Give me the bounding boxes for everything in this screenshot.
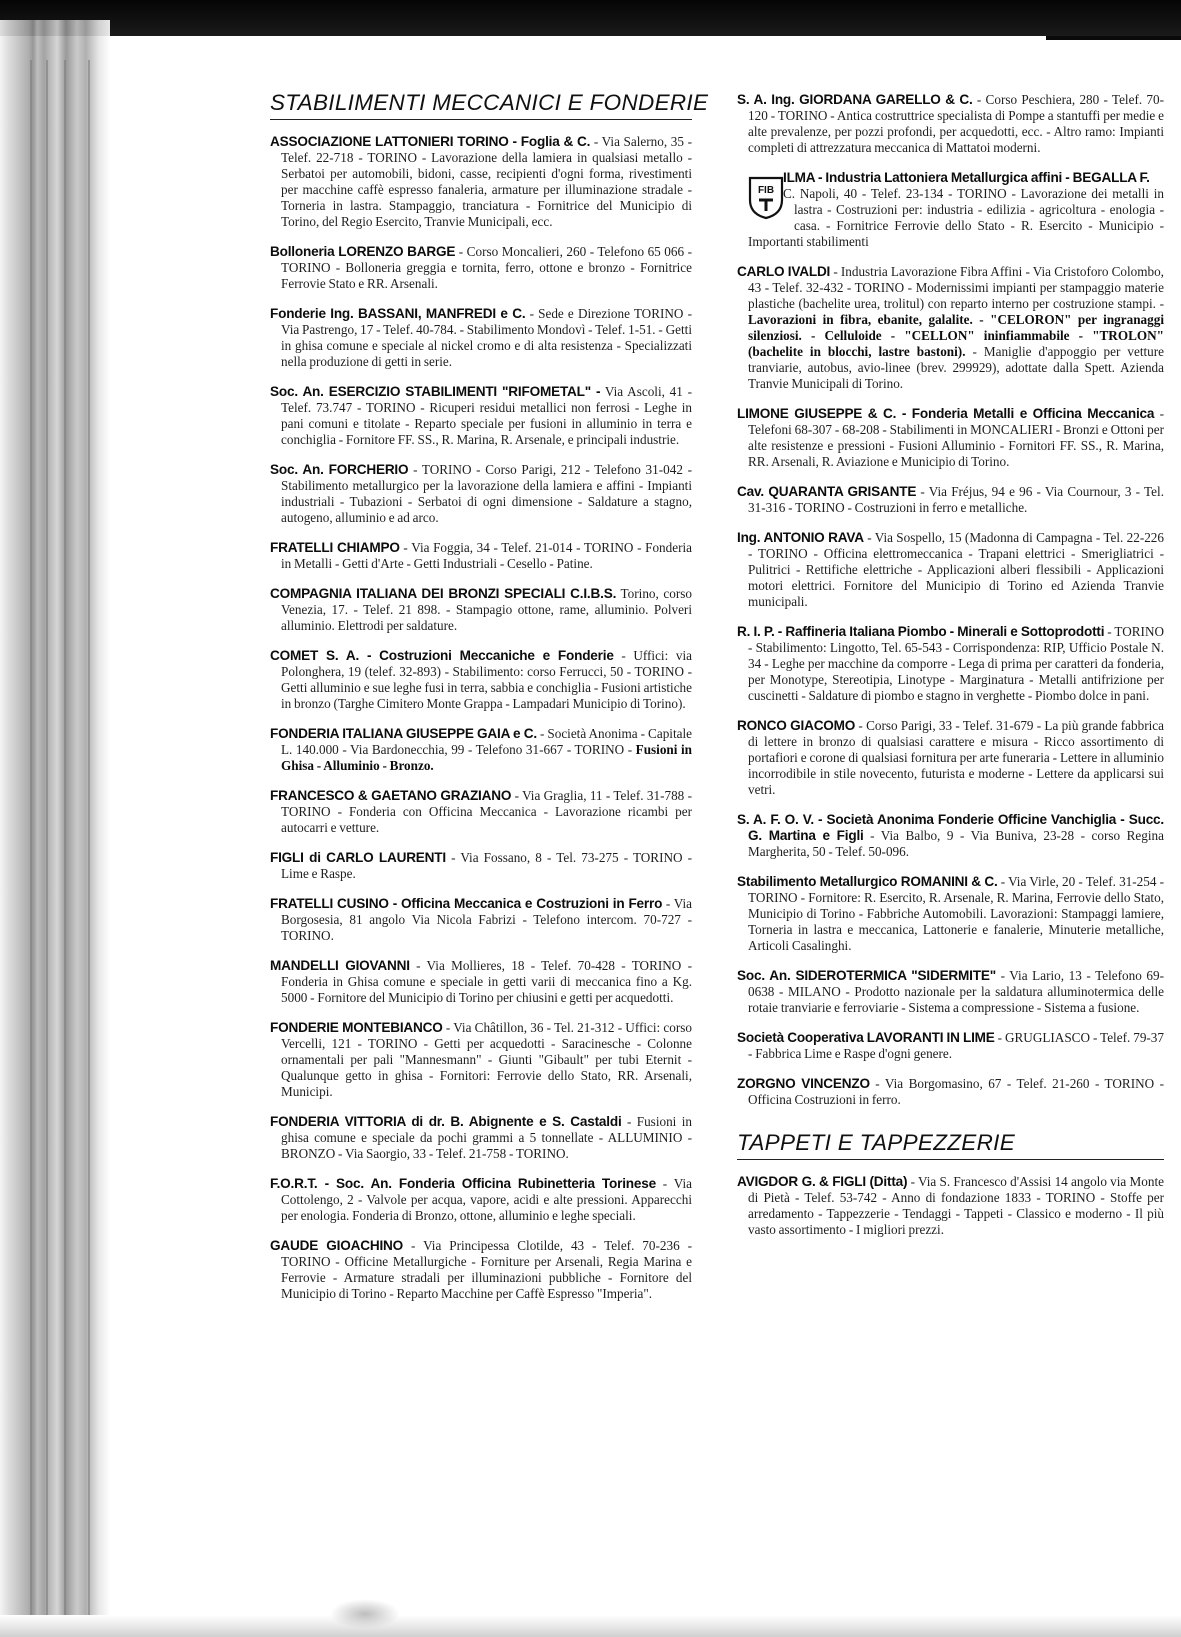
entry-company-name: Stabilimento Metallurgico ROMANINI & C. [737,874,998,889]
logo-lettering: FIB [757,185,775,196]
entry-company-name: FONDERIA VITTORIA di dr. B. Abignente e S. Castaldi [270,1114,622,1129]
entry-company-name: AVIGDOR G. & FIGLI (Ditta) [737,1174,908,1189]
entry-description: - Via Cottolengo, 2 - Valvole per acqua, vapore, acidi e alte pressioni. Apparecchi per enologia. Fonderia di Bronzo, ottone, alluminio e leghe speciali. [281,1176,692,1223]
entry-highlight: Fusioni in Ghisa - Alluminio - Bronzo. [281,742,692,773]
directory-entry [737,1030,1164,1062]
directory-entry [737,968,1164,1016]
directory-entry [737,624,1164,704]
entry-company-name: Soc. An. SIDEROTERMICA "SIDERMITE" [737,968,996,983]
entry-description: - Corso Parigi, 33 - Telef. 31-679 - La più grande fabbrica di lettere in bronzo di qualsiasi carattere e misura - Ricco assortimento di portafiori e corone di qualsiasi fornitura per arte funeraria - Lettere in alluminio incorrodibile in stile novecento, futurista e moderne - Lettere da applicarsi sui vetri. [748,718,1164,797]
directory-entry [737,874,1164,954]
entry-description: - Via Foggia, 34 - Telef. 21-014 - TORINO - Fonderia in Metalli - Getti d'Arte - Getti Industriali - Cesello - Patine. [281,540,692,571]
spine-line [88,60,90,1620]
directory-entry [270,1114,692,1162]
entry-company-name: ZORGNO VINCENZO [737,1076,870,1091]
entry-company-name: FONDERIE MONTEBIANCO [270,1020,443,1035]
entry-description: - Via Fossano, 8 - Tel. 73-275 - TORINO - Lime e Raspe. [281,850,693,881]
directory-entry [737,170,1164,250]
entry-description: - Via Salerno, 35 - Telef. 22-718 - TORINO - Lavorazione della lamiera in qualsiasi metallo - Serbatoi per automobili, bidoni, casse, recipienti d'ogni forma, rivestimenti per macchine caffè espresso fanaleria, armature per illuminazione stradale - Torneria in lastra. Stampaggio, tranciatura - Fornitrice del Municipio di Torino, del Regio Esercito, Tranvie Municipali, ecc. [281,134,692,229]
directory-entry [270,896,692,944]
spine-line [64,60,66,1620]
entry-description: - Industria Lavorazione Fibra Affini - Via Cristoforo Colombo, 43 - Telef. 32-432 - TORINO - Modernissimi impianti per stampaggio materie plastiche (bachelite urea, trolitul) con reparto interno per costruzione stampi. - [748,264,1164,311]
directory-entry [737,406,1164,470]
entry-company-name: FIGLI di CARLO LAURENTI [270,850,446,865]
entry-company-name: Soc. An. ESERCIZIO STABILIMENTI "RIFOMETAL" - [270,384,601,399]
entry-description: - Fusioni in ghisa comune e speciale da pochi grammi a 5 tonnellate - ALLUMINIO - BRONZO - Via Saorgio, 33 - Telef. 21-758 - TORINO. [281,1114,692,1161]
entry-description: C. Napoli, 40 - Telef. 23-134 - TORINO - Lavorazione dei metalli in lastra - Costruzioni per: industria - edilizia - agricoltura - enologia - casa. - Fornitrice Ferrovie dello Stato - R. Esercito - Municipio - Importanti stabilimenti [748,186,1164,249]
entry-company-name: F.O.R.T. - Soc. An. Fonderia Officina Rubinetteria Torinese [270,1176,656,1191]
directory-entry [270,726,692,774]
entry-description: - Corso Moncalieri, 260 - Telefono 65 066 - TORINO - Bolloneria greggia e tornita, ferro, ottone e bronzo - Fornitrice Ferrovie Stato e RR. Arsenali. [281,244,692,291]
entry-description: - Via Mollieres, 18 - Telef. 70-428 - TORINO - Fonderia in Ghisa comune e speciale in getti varii di meccanica fino a Kg. 5000 - Fornitore del Municipio di Torino per chiusini e getti per acquedotti. [281,958,692,1005]
entry-description: - TORINO - Stabilimento: Lingotto, Tel. 65-543 - Corrispondenza: RIP, Ufficio Postale N. 34 - Leghe per macchine da comporre - Lega di prima per caratteri da fonderia, per Monotype, Stereotipia, Linotype - Marginatura - Metalli antifrizione per cuscinetti - Saldature di piombo e stagno in verghette - Piombo dolce in pani. [748,624,1164,703]
directory-entry [737,1174,1164,1238]
scan-top-band [0,0,1181,36]
right-entries-list [737,92,1164,1108]
entry-description: - Via Châtillon, 36 - Tel. 21-312 - Uffici: corso Vercelli, 121 - TORINO - Getti per acquedotti - Saracinesche - Colonne ornamentali per pali "Mannesmann" - Giunti "Gibault" per tubi Eternit - Qualunque getto in ghisa - Fornitori: Ferrovie dello Stato, RR. Arsenali, Municipi. [281,1020,692,1099]
entry-description: - Telefoni 68-307 - 68-208 - Stabilimenti in MONCALIERI - Bronzi e Ottoni per alte resistenze e pressioni - Fusioni Alluminio - Fornitori FF. SS., R. Marina, RR. Arsenali, R. Aviazione e Municipio di Torino. [748,406,1164,469]
directory-entry [270,384,692,448]
entry-description: - Via S. Francesco d'Assisi 14 angolo via Monte di Pietà - Telef. 53-742 - Anno di fondazione 1833 - TORINO - Stoffe per arredamento - Tappezzerie - Tendaggi - Tappeti - Classico e moderno - Il più vasto assortimento - I migliori prezzi. [748,1174,1164,1237]
entry-company-name: ILMA - Industria Lattoniera Metallurgica affini - BEGALLA F. [783,170,1150,185]
entry-description: - Via Balbo, 9 - Via Buniva, 23-28 - corso Regina Margherita, 50 - Telef. 50-096. [748,828,1164,859]
entry-company-name: R. I. P. - Raffineria Italiana Piombo - Minerali e Sottoprodotti [737,624,1105,639]
entry-description: - Via Lario, 13 - Telefono 69-0638 - MILANO - Prodotto nazionale per la saldatura alluminotermica delle rotaie tranviarie e ferroviarie - Sistema a compressione - Sistema a fusione. [748,968,1164,1015]
entry-description: - Uffici: via Polonghera, 19 (telef. 32-893) - Stabilimento: corso Ferrucci, 50 - TORINO - Getti alluminio e sue leghe fusi in terra, sabbia e conchiglia - Fusioni artistiche in bronzo (Targhe Cimitero Monte Grappa - Lampadari Municipio di Torino). [281,648,693,711]
entry-company-name: Bolloneria LORENZO BARGE [270,244,456,259]
directory-entry [270,586,692,634]
entry-description: Torino, corso Venezia, 17. - Telef. 21 898. - Stampagio ottone, rame, alluminio. Polveri alluminio. Elettrodi per saldature. [281,586,692,633]
entry-company-name: MANDELLI GIOVANNI [270,958,410,973]
entry-highlight: Lavorazioni in fibra, ebanite, galalite. - "CELORON" per ingranaggi silenziosi. - Celluloide - "CELLON" ininfiammabile - "TROLON" (bachelite in blocchi, lastre bastoni). [748,312,1164,359]
directory-entry [270,462,692,526]
directory-entry [270,134,692,230]
entry-company-name: COMPAGNIA ITALIANA DEI BRONZI SPECIALI C.I.B.S. [270,586,617,601]
entry-company-name: Ing. ANTONIO RAVA [737,530,864,545]
entry-description: - Sede e Direzione TORINO - Via Pastrengo, 17 - Telef. 40-784. - Stabilimento Mondovì - Telef. 1-51. - Getti in ghisa comune e speciale al nickel cromo e di alta resistenza - Specializzati nella produzione di getti in serie. [281,306,692,369]
directory-entry [270,788,692,836]
directory-entry [737,92,1164,156]
directory-entry [270,648,692,712]
directory-entry [737,1076,1164,1108]
directory-entry [737,530,1164,610]
directory-entry [737,812,1164,860]
entry-description-cont: - Maniglie d'appoggio per vetture tranviarie, autobus, avio-linee (brev. 299929), adottate dalla Spett. Azienda Tranvie Municipali di Torino. [748,344,1164,391]
scan-top-notch [1046,36,1181,40]
entry-description: - Società Anonima - Capitale L. 140.000 - Via Bardonecchia, 99 - Telefono 31-667 - TORINO - [281,726,692,757]
section-title-meccanici: STABILIMENTI MECCANICI E FONDERIE [270,90,692,120]
entry-description: - Via Fréjus, 94 e 96 - Via Cournour, 3 - Tel. 31-316 - TORINO - Costruzioni in ferro e metalliche. [748,484,1164,515]
section-title-tappeti: TAPPETI E TAPPEZZERIE [737,1130,1164,1160]
entry-company-name: LIMONE GIUSEPPE & C. - Fonderia Metalli e Officina Meccanica [737,406,1155,421]
company-shield-logo [748,176,784,220]
page-bottom-edge [0,1615,1181,1637]
entry-company-name: Cav. QUARANTA GRISANTE [737,484,917,499]
directory-entry [270,306,692,370]
spine-line [46,60,48,1620]
entry-description: - Via Sospello, 15 (Madonna di Campagna - Tel. 22-226 - TORINO - Officina elettromeccanica - Trapani elettrici - Smerigliatrici - Pulitrici - Rettifiche elettriche - Applicazioni alberi flessibili - Applicazioni motori elettrici. Fornitore del Municipio di Torino ed Azienda Tranvie municipali. [748,530,1164,609]
entry-company-name: CARLO IVALDI [737,264,831,279]
entry-company-name: FRATELLI CUSINO - Officina Meccanica e Costruzioni in Ferro [270,896,663,911]
entry-company-name: S. A. Ing. GIORDANA GARELLO & C. [737,92,973,107]
tappeti-entries-list [737,1174,1164,1238]
entry-company-name: Fonderie Ing. BASSANI, MANFREDI e C. [270,306,526,321]
left-entries-list [270,134,692,1302]
entry-description: - Corso Peschiera, 280 - Telef. 70-120 - TORINO - Antica costruttrice specialista di Pompe a stantuffi per medie e alte prevalenze, per pozzi profondi, per acquedotti, ecc. - Altro ramo: Impianti completi di attrezzatura meccanica di Mattatoi moderni. [748,92,1164,155]
entry-company-name: S. A. F. O. V. - Società Anonima Fonderie Officine Vanchiglia - Succ. G. Martina e Figli [737,812,1164,843]
entry-company-name: FONDERIA ITALIANA GIUSEPPE GAIA e C. [270,726,537,741]
directory-entry [737,484,1164,516]
entry-description: - GRUGLIASCO - Telef. 79-37 - Fabbrica Lime e Raspe d'ogni genere. [748,1030,1164,1061]
entry-company-name: ASSOCIAZIONE LATTONIERI TORINO - Foglia & C. [270,134,591,149]
directory-entry [270,1176,692,1224]
directory-entry [270,540,692,572]
directory-entry [737,718,1164,798]
entry-description: - TORINO - Corso Parigi, 212 - Telefono 31-042 - Stabilimento metallurgico per la lavorazione della lamiera e affini - Impianti industriali - Tubazioni - Serbatoi di ogni dimensione - Saldature a stagno, autogeno, alluminio e ad arco. [281,462,692,525]
entry-company-name: Soc. An. FORCHERIO [270,462,409,477]
entry-description: - Via Virle, 20 - Telef. 31-254 - TORINO - Fornitore: R. Esercito, R. Arsenale, R. Marina, Ferrovie dello Stato, Municipio di Torino - Fabbriche Automobili. Lavorazioni: Stampaggi lamiere, Torneria in lastra e meccanica, Lattonerie e fanalerie, Minuterie metalliche, Articoli Casalinghi. [748,874,1164,953]
entry-company-name: RONCO GIACOMO [737,718,856,733]
entry-description: Via Ascoli, 41 - Telef. 73.747 - TORINO - Ricuperi residui metallici non ferrosi - Leghe in pani comuni e titolate - Reparto speciale per fusioni in alluminio in terra e conchiglia - Fornitore FF. SS., R. Marina, R. Arsenale, e principali industrie. [281,384,692,447]
book-spine-edge [0,20,110,1620]
directory-entry [270,958,692,1006]
entry-company-name: FRATELLI CHIAMPO [270,540,400,555]
directory-entry [270,1238,692,1302]
entry-company-name: GAUDE GIOACHINO [270,1238,404,1253]
entry-description: - Via Graglia, 11 - Telef. 31-788 - TORINO - Fonderia con Officina Meccanica - Lavorazione ricambi per autocarri e vetture. [281,788,692,835]
directory-entry [270,850,692,882]
entry-description: - Via Borgomasino, 67 - Telef. 21-260 - TORINO - Officina Costruzioni in ferro. [748,1076,1164,1107]
entry-description: - Via Borgosesia, 81 angolo Via Nicola Fabrizi - Telefono intercom. 70-727 - TORINO. [281,896,692,943]
directory-entry [270,244,692,292]
left-column [270,90,709,1316]
directory-entry [737,264,1164,392]
entry-company-name: FRANCESCO & GAETANO GRAZIANO [270,788,512,803]
entry-company-name: COMET S. A. - Costruzioni Meccaniche e Fonderie [270,648,614,663]
entry-company-name: Società Cooperativa LAVORANTI IN LIME [737,1030,995,1045]
entry-description: - Via Principessa Clotilde, 43 - Telef. 70-236 - TORINO - Officine Metallurgiche - Forniture per Arsenali, Regia Marina e Ferrovie - Armature stradali per illuminazioni pubbliche - Fornitore del Municipio di Torino - Reparto Macchine per Caffè Espresso "Imperia". [281,1238,692,1301]
right-column [737,92,1164,1252]
directory-entry [270,1020,692,1100]
scan-smudge [330,1599,400,1629]
spine-line [30,60,32,1620]
